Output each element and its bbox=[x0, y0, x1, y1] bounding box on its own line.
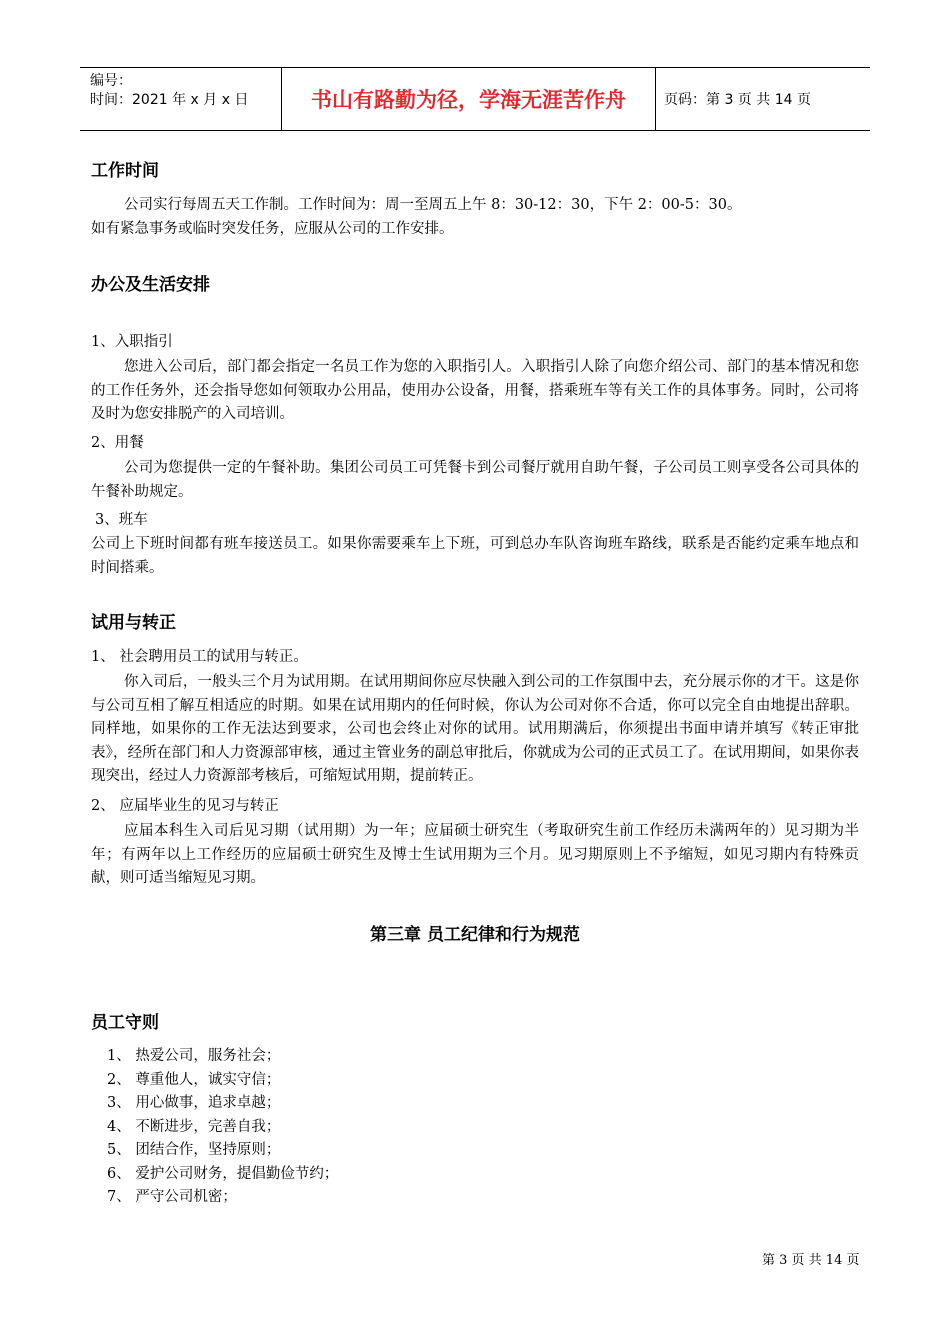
office-paragraph: 您进入公司后，部门都会指定一名员工作为您的入职指引人。入职指引人除了向您介绍公司、部门的基本情况和您的工作任务外，还会指导您如何领取办公用品，使用办公设备，用餐，搭乘班车等有关工作的具体事务。同时，公司将及时为您安排脱产的入司培训。 bbox=[91, 359, 859, 422]
section-title-rules: 员工守则 bbox=[91, 1013, 159, 1033]
list-item: 1、 热爱公司，服务社会； bbox=[107, 1048, 281, 1064]
header-motto: 书山有路勤为径，学海无涯苦作舟 bbox=[311, 88, 626, 112]
work-time-paragraph: 公司实行每周五天工作制。工作时间为：周一至周五上午 8：30-12：30，下午 2：00-5：30。 bbox=[124, 197, 742, 213]
list-item-title: 3、班车 bbox=[95, 512, 148, 528]
list-item: 7、 严守公司机密； bbox=[107, 1189, 237, 1205]
office-paragraph: 公司上下班时间都有班车接送员工。如果你需要乘车上下班，可到总办车队咨询班车路线，联系是否能约定乘车地点和时间搭乘。 bbox=[91, 536, 859, 576]
list-item: 6、 爱护公司财务，提倡勤俭节约； bbox=[107, 1165, 339, 1182]
list-item: 2、 尊重他人，诚实守信； bbox=[107, 1071, 281, 1088]
list-item-title: 1、入职指引 bbox=[91, 334, 173, 350]
work-time-paragraph: 如有紧急事务或临时突发任务，应服从公司的工作安排。 bbox=[91, 221, 454, 237]
chapter-title: 第三章 员工纪律和行为规范 bbox=[370, 925, 580, 945]
header-info bbox=[90, 72, 248, 110]
page-header bbox=[80, 67, 870, 131]
page-footer: 第 3 页 共 14 页 bbox=[762, 1253, 860, 1268]
section-title-office: 办公及生活安排 bbox=[91, 275, 210, 295]
list-item-title: 2、用餐 bbox=[91, 435, 144, 451]
list-item: 5、 团结合作，坚持原则； bbox=[107, 1142, 281, 1158]
office-paragraph: 公司为您提供一定的午餐补助。集团公司员工可凭餐卡到公司餐厅就用自助午餐，子公司员工则享受各公司具体的午餐补助规定。 bbox=[91, 460, 859, 500]
header-page-number: 页码：第 3 页 共 14 页 bbox=[664, 92, 811, 108]
list-item: 4、 不断进步，完善自我； bbox=[107, 1118, 281, 1135]
header-divider bbox=[655, 68, 656, 130]
probation-paragraph: 你入司后，一般头三个月为试用期。在试用期间你应尽快融入到公司的工作氛围中去，充分展示你的才干。这是你与公司互相了解互相适应的时期。如果在试用期内的任何时候，你认为公司对你不合适，你可以完全自由地提出辞职。同样地，如果你的工作无法达到要求，公司也会终止对你的试用。试用期满后，你须提出书面申请并填写《转正审批表》，经所在部门和人力资源部审核，通过主管业务的副总审批后，你就成为公司的正式员工了。在试用期间，如果你表现突出，经过人力资源部考核后，可缩短试用期，提前转正。 bbox=[91, 674, 859, 784]
rules-list bbox=[107, 1045, 338, 1210]
section-title-probation: 试用与转正 bbox=[91, 613, 176, 633]
header-time: 时间：2021 年 x 月 x 日 bbox=[90, 92, 249, 108]
section-title-work-time: 工作时间 bbox=[91, 161, 159, 181]
list-item: 3、 用心做事，追求卓越； bbox=[107, 1095, 281, 1111]
list-item-title: 1、 社会聘用员工的试用与转正。 bbox=[91, 649, 308, 665]
probation-paragraph: 应届本科生入司后见习期（试用期）为一年；应届硕士研究生（考取研究生前工作经历未满两年的）见习期为半年；有两年以上工作经历的应届硕士研究生及博士生试用期为三个月。见习期原则上不予缩短，如见习期内有特殊贡献，则可适当缩短见习期。 bbox=[91, 823, 859, 886]
list-item-title: 2、 应届毕业生的见习与转正 bbox=[91, 798, 279, 814]
header-number: 编号： bbox=[90, 73, 132, 89]
